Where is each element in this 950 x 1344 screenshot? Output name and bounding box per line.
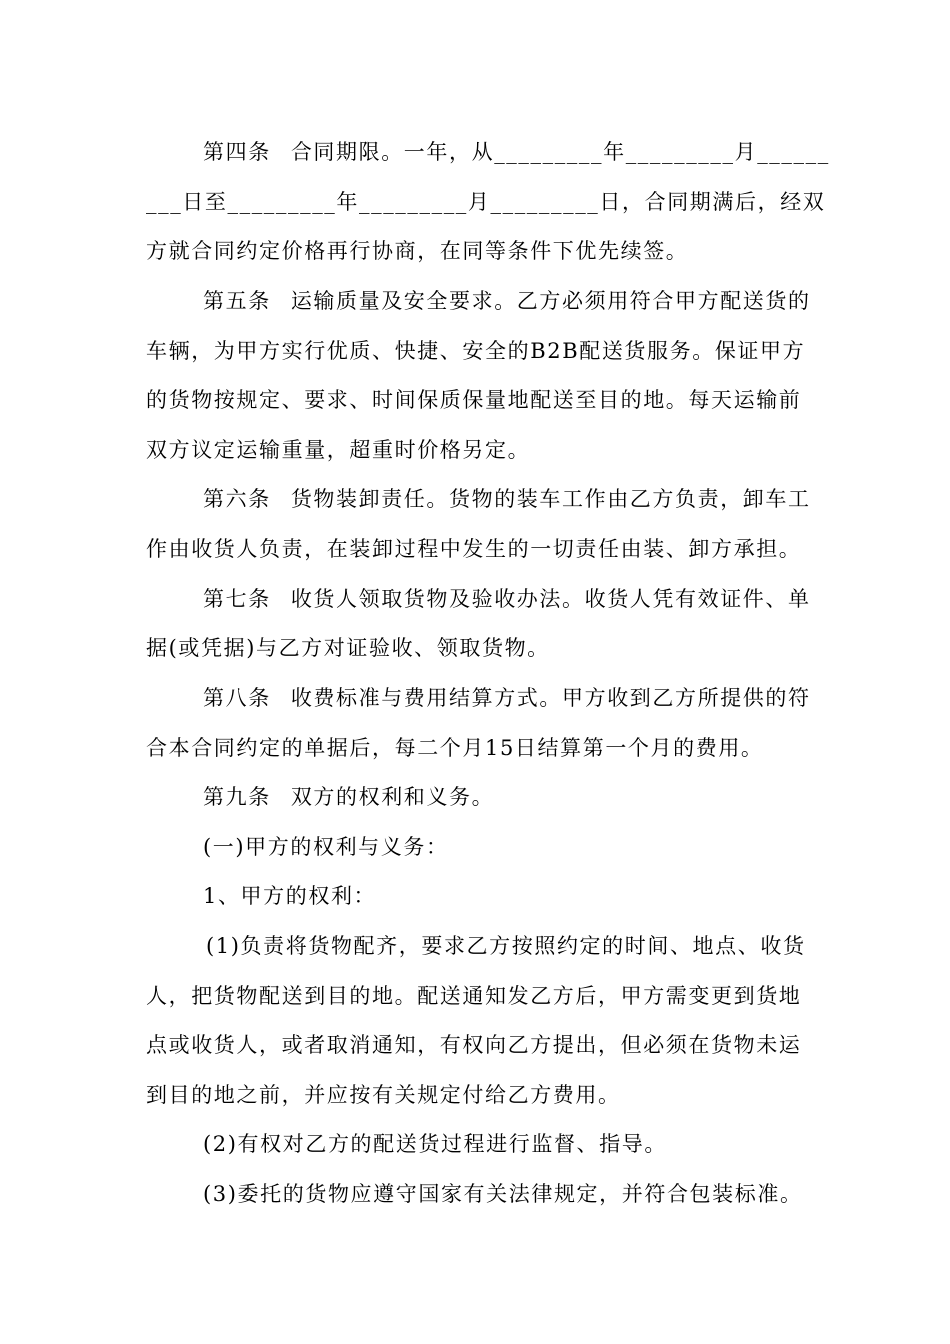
article-7-label: 第七条 xyxy=(203,587,271,611)
article-6-label: 第六条 xyxy=(203,487,271,511)
article-7-line-1 xyxy=(203,584,873,614)
article-8-line-2: 合本合同约定的单据后，每二个月15日结算第一个月的费用。 xyxy=(146,736,764,760)
item-1-line-1: (1)负责将货物配齐，要求乙方按照约定的时间、地点、收货 xyxy=(206,934,806,958)
article-4-text: 合同期限。一年，从_________年_________月______ xyxy=(290,140,830,164)
article-5-line-1 xyxy=(203,286,873,316)
article-5-text: 运输质量及安全要求。乙方必须用符合甲方配送货的 xyxy=(290,289,811,313)
section-1-heading: (一)甲方的权利与义务： xyxy=(203,835,449,859)
item-1-line-4: 到目的地之前，并应按有关规定付给乙方费用。 xyxy=(146,1083,621,1107)
article-5-label: 第五条 xyxy=(203,289,271,313)
article-7-text: 收货人领取货物及验收办法。收货人凭有效证件、单 xyxy=(290,587,811,611)
article-5-line-2: 车辆，为甲方实行优质、快捷、安全的B2B配送货服务。保证甲方 xyxy=(146,339,806,363)
article-8-text: 收费标准与费用结算方式。甲方收到乙方所提供的符 xyxy=(290,686,811,710)
item-1-line-3: 点或收货人，或者取消通知，有权向乙方提出，但必须在货物未运 xyxy=(146,1033,802,1057)
article-7-line-2: 据(或凭据)与乙方对证验收、领取货物。 xyxy=(146,636,550,660)
subsection-1-heading: 1、甲方的权利： xyxy=(203,884,377,908)
article-9-line-1 xyxy=(203,782,873,812)
article-4-line-1 xyxy=(203,137,873,167)
article-9-text: 双方的权利和义务。 xyxy=(290,785,495,809)
article-8-line-1 xyxy=(203,683,873,713)
article-5-line-4: 双方议定运输重量，超重时价格另定。 xyxy=(146,438,531,462)
item-3: (3)委托的货物应遵守国家有关法律规定，并符合包装标准。 xyxy=(203,1182,803,1206)
article-9-label: 第九条 xyxy=(203,785,271,809)
item-1-line-2: 人，把货物配送到目的地。配送通知发乙方后，甲方需变更到货地 xyxy=(146,984,802,1008)
article-4-line-2: ___日至_________年_________月_________日，合同期满后，经双 xyxy=(146,190,826,214)
article-5-line-3: 的货物按规定、要求、时间保质保量地配送至目的地。每天运输前 xyxy=(146,388,802,412)
article-6-line-1 xyxy=(203,484,873,514)
article-6-text: 货物装卸责任。货物的装车工作由乙方负责，卸车工 xyxy=(290,487,811,511)
article-4-label: 第四条 xyxy=(203,140,271,164)
article-4-line-3: 方就合同约定价格再行协商，在同等条件下优先续签。 xyxy=(146,239,689,263)
item-2: (2)有权对乙方的配送货过程进行监督、指导。 xyxy=(203,1132,667,1156)
article-8-label: 第八条 xyxy=(203,686,271,710)
article-6-line-2: 作由收货人负责，在装卸过程中发生的一切责任由装、卸方承担。 xyxy=(146,537,802,561)
